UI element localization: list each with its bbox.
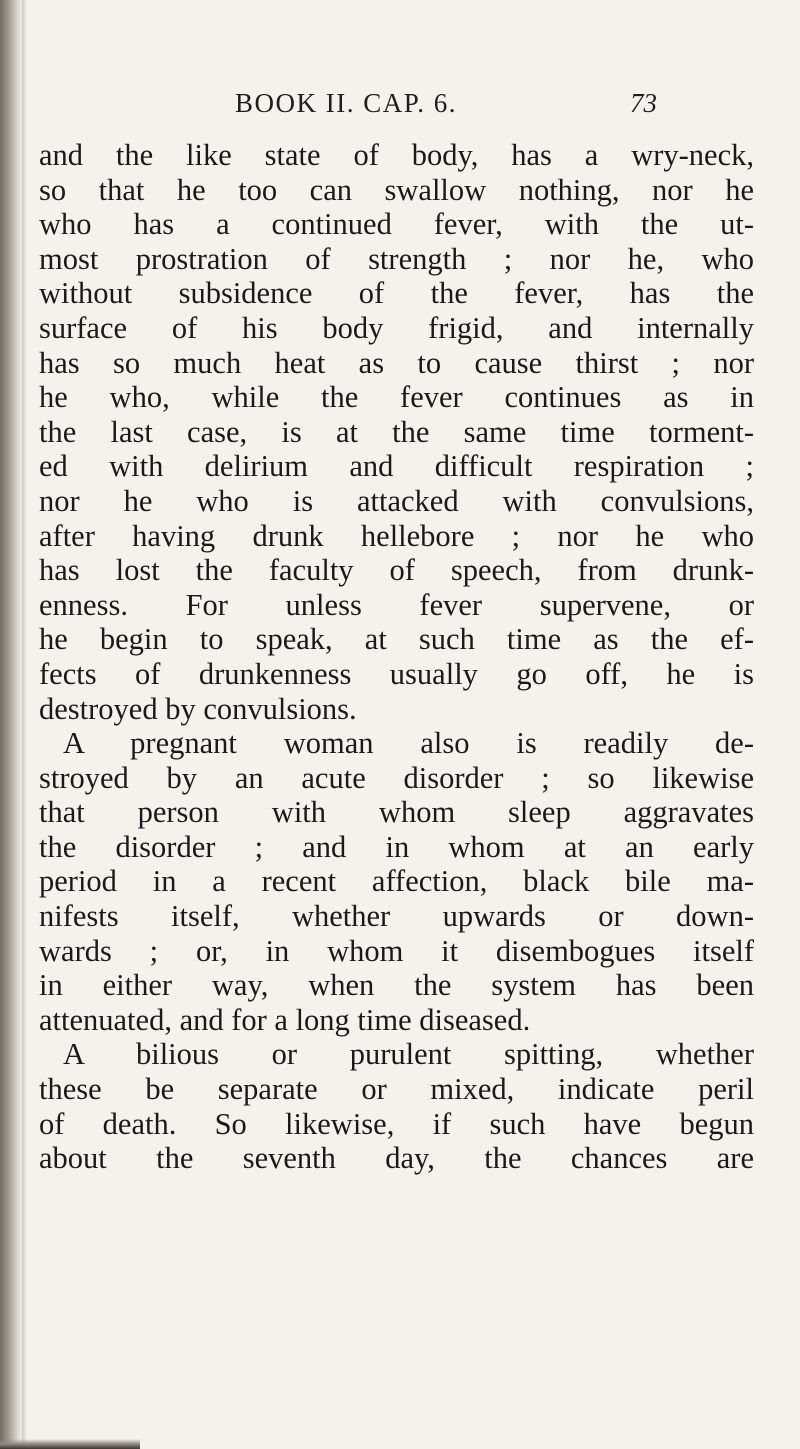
- text-line: about the seventh day, the chances are: [39, 1141, 754, 1176]
- text-line: and the like state of body, has a wry-neck,: [39, 138, 754, 172]
- text-line: ed with delirium and difficult respiration ;: [39, 449, 754, 484]
- text-line: these be separate or mixed, indicate peril: [39, 1072, 754, 1107]
- text-line: nor he who is attacked with convulsions,: [39, 483, 754, 518]
- text-line: after having drunk hellebore ; nor he who: [39, 518, 754, 553]
- text-line: the disorder ; and in whom at an early: [39, 829, 754, 864]
- bottom-shadow: [0, 1439, 140, 1449]
- text-line: fects of drunkenness usually go off, he is: [39, 656, 754, 691]
- text-line: so that he too can swallow nothing, nor he: [39, 172, 754, 207]
- page-number: 73: [630, 88, 657, 118]
- text-line: of death. So likewise, if such have begun: [39, 1106, 754, 1141]
- text-line: surface of his body frigid, and internally: [39, 310, 754, 345]
- text-line: period in a recent affection, black bile ma-: [39, 864, 754, 899]
- text-line: nifests itself, whether upwards or down-: [39, 899, 754, 934]
- body-text: [39, 138, 754, 1176]
- gutter-edge: [22, 0, 27, 1449]
- text-line: has lost the faculty of speech, from drunk-: [39, 553, 754, 588]
- text-line: the last case, is at the same time torment-: [39, 414, 754, 449]
- text-line: without subsidence of the fever, has the: [39, 276, 754, 311]
- text-line: has so much heat as to cause thirst ; nor: [39, 345, 754, 380]
- binding-gutter: [0, 0, 22, 1449]
- text-line: A pregnant woman also is readily de-: [63, 726, 754, 761]
- text-line: that person with whom sleep aggravates: [39, 795, 754, 830]
- text-line: wards ; or, in whom it disembogues itself: [39, 933, 754, 968]
- text-line: he who, while the fever continues as in: [39, 380, 754, 415]
- text-line: in either way, when the system has been: [39, 968, 754, 1003]
- running-head: BOOK II. CAP. 6.: [235, 88, 458, 118]
- text-line: A bilious or purulent spitting, whether: [63, 1037, 754, 1072]
- text-line: he begin to speak, at such time as the ef-: [39, 622, 754, 657]
- text-line: most prostration of strength ; nor he, who: [39, 241, 754, 276]
- text-line: who has a continued fever, with the ut-: [39, 207, 754, 242]
- page-header: [0, 88, 800, 128]
- text-line: enness. For unless fever supervene, or: [39, 587, 754, 622]
- text-line: destroyed by convulsions.: [39, 691, 357, 726]
- text-line: stroyed by an acute disorder ; so likewise: [39, 760, 754, 795]
- text-line: attenuated, and for a long time diseased.: [39, 1002, 531, 1037]
